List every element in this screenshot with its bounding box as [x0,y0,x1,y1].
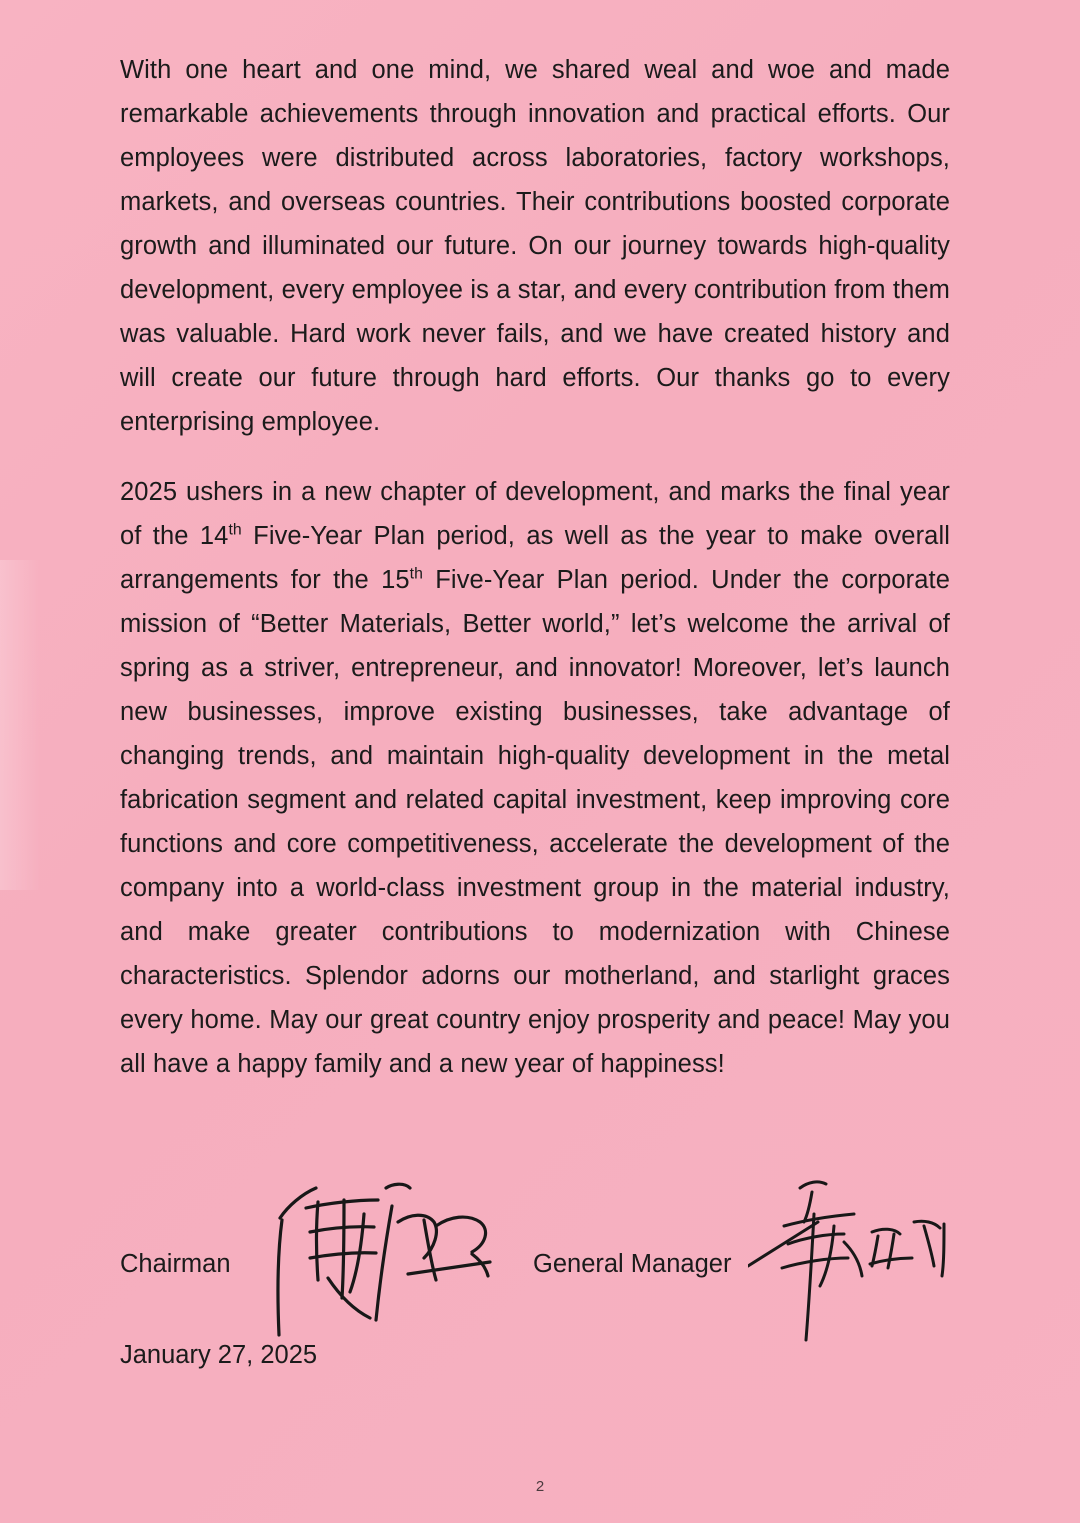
signature-date: January 27, 2025 [120,1341,318,1369]
signature-block [120,1225,960,1425]
paper-texture-highlight [0,560,40,890]
paragraph-2-part-3: Five-Year Plan period. Under the corporate mission of “Better Materials, Better world,” let’s welcome the arrival of spring as a striver, entrepreneur, and innovator! Moreover, let’s launch new businesses, improve existing businesses, take advantage of changing trends, and maintain high-quality development in the metal fabrication segment and related capital investment, keep improving core functions and core competitiveness, accelerate the development of the company into a world-class investment group in the material industry, and make greater contributions to modernization with Chinese characteristics. Splendor adorns our motherland, and starlight graces every home. May our great country enjoy prosperity and peace! May you all have a happy family and a new year of happiness! [120,566,950,1078]
signature-row [120,1225,960,1305]
ordinal-suffix-14th: th [228,521,242,539]
ordinal-suffix-15th: th [409,565,424,583]
paragraph-2-part-2: Five-Year Plan period, as well as the year to make overall arrangements for the 15 [120,522,950,594]
general-manager-label: General Manager [533,1250,732,1278]
paragraph-2 [120,470,950,1086]
chairman-signature-icon [258,1170,508,1345]
document-body [120,48,950,1086]
general-manager-signature-icon [748,1170,968,1350]
chairman-label: Chairman [120,1250,231,1278]
paragraph-2-part-1: 2025 ushers in a new chapter of development, and marks the final year of the 14 [120,478,950,550]
page-number: 2 [535,1478,545,1495]
paragraph-1: With one heart and one mind, we shared weal and woe and made remarkable achievements through innovation and practical efforts. Our employees were distributed across laboratories, factory workshops, markets, and overseas countries. Their contributions boosted corporate growth and illuminated our future. On our journey towards high-quality development, every employee is a star, and every contribution from them was valuable. Hard work never fails, and we have created history and will create our future through hard efforts. Our thanks go to every enterprising employee. [120,56,950,436]
